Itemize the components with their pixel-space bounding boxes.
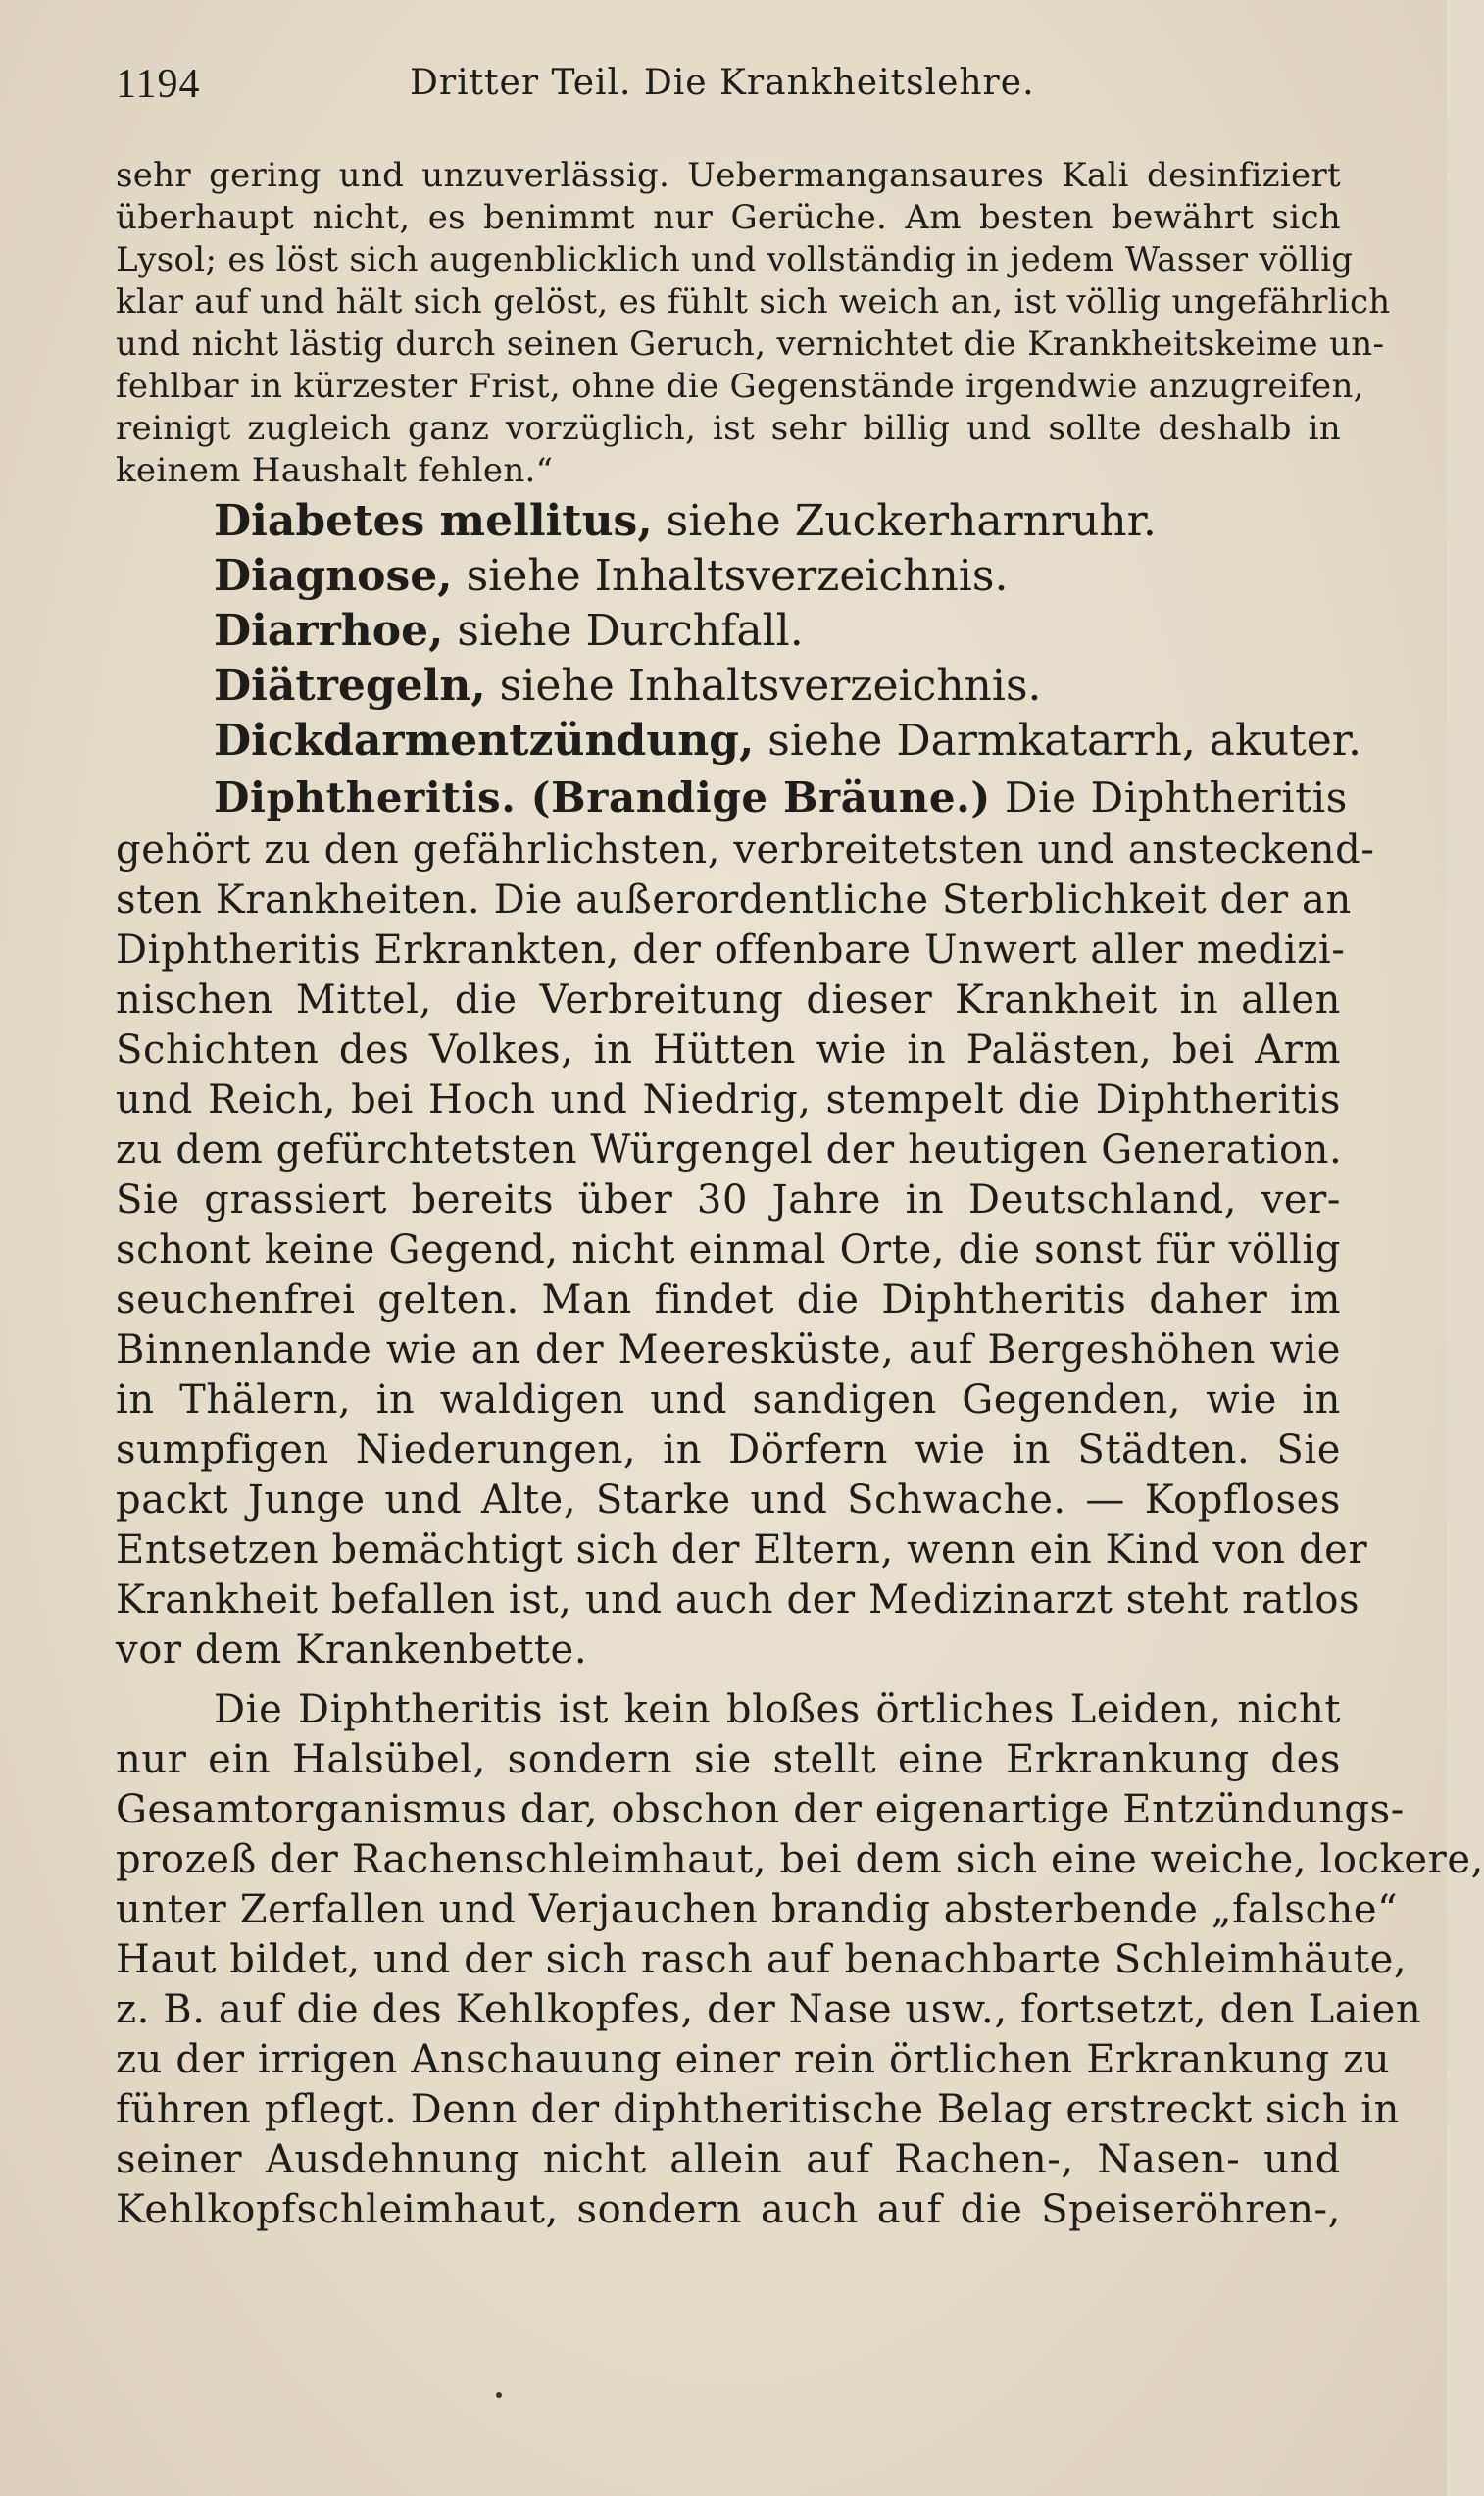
entry-dickdarmentzuendung bbox=[214, 714, 1361, 769]
body-line: zu der irrigen Anschauung einer rein örtlichen Erkrankung zu bbox=[116, 2037, 1391, 2082]
body-line: Kehlkopfschleimhaut, sondern auch auf die Speiseröhren-, bbox=[116, 2187, 1341, 2232]
quote-line: überhaupt nicht, es benimmt nur Gerüche. Am besten bewährt sich bbox=[116, 198, 1341, 237]
body-line: und Reich, bei Hoch und Niedrig, stempelt die Diphtheritis bbox=[116, 1077, 1341, 1123]
body-line: Gesamtorganismus dar, obschon der eigenartige Entzündungs- bbox=[116, 1787, 1405, 1832]
body-line: Entsetzen bemächtigt sich der Eltern, wenn ein Kind von der bbox=[116, 1527, 1368, 1572]
quote-line: klar auf und hält sich gelöst, es fühlt sich weich an, ist völlig ungefährlich bbox=[116, 282, 1391, 322]
entry-reference: siehe Zuckerharnruhr. bbox=[666, 496, 1157, 546]
entry-reference: siehe Inhaltsverzeichnis. bbox=[466, 551, 1009, 601]
diphtheritis-first-line bbox=[214, 771, 1348, 825]
quote-line: Lysol; es löst sich augenblicklich und vollständig in jedem Wasser völlig bbox=[116, 240, 1354, 279]
body-line: zu dem gefürchtetsten Würgengel der heutigen Generation. bbox=[116, 1127, 1343, 1173]
body-line: sten Krankheiten. Die außerordentliche Sterblichkeit der an bbox=[116, 877, 1352, 923]
entry-reference: siehe Darmkatarrh, akuter. bbox=[767, 716, 1361, 766]
body-line: nischen Mittel, die Verbreitung dieser Krankheit in allen bbox=[116, 977, 1341, 1023]
body-line: Haut bildet, und der sich rasch auf benachbarte Schleimhäute, bbox=[116, 1937, 1408, 1982]
quote-line: sehr gering und unzuverlässig. Uebermangansaures Kali desinfiziert bbox=[116, 156, 1341, 195]
quote-line: keinem Haushalt fehlen.“ bbox=[116, 451, 554, 490]
page-header bbox=[116, 61, 1341, 120]
quote-line: reinigt zugleich ganz vorzüglich, ist sehr billig und sollte deshalb in bbox=[116, 409, 1341, 448]
entry-reference: siehe Inhaltsverzeichnis. bbox=[499, 661, 1042, 711]
body-line: packt Junge und Alte, Starke und Schwache. — Kopfloses bbox=[116, 1477, 1341, 1523]
body-line: Binnenlande wie an der Meeresküste, auf Bergeshöhen wie bbox=[116, 1327, 1341, 1373]
entry-diarrhoe bbox=[214, 604, 1341, 659]
entry-headword: Diätregeln, bbox=[214, 661, 486, 711]
body-line: prozeß der Rachenschleimhaut, bei dem sich eine weiche, lockere, bbox=[116, 1837, 1484, 1882]
body-line: seiner Ausdehnung nicht allein auf Rachen-, Nasen- und bbox=[116, 2137, 1341, 2182]
quote-line: und nicht lästig durch seinen Geruch, vernichtet die Krankheitskeime un- bbox=[116, 324, 1385, 364]
body-line: sumpfigen Niederungen, in Dörfern wie in Städten. Sie bbox=[116, 1427, 1341, 1473]
entry-headword: Diagnose, bbox=[214, 551, 453, 601]
body-line: schont keine Gegend, nicht einmal Orte, die sonst für völlig bbox=[116, 1227, 1341, 1273]
body-line: Schichten des Volkes, in Hütten wie in Palästen, bei Arm bbox=[116, 1027, 1341, 1073]
entry-diaetregeln bbox=[214, 659, 1341, 714]
body-line: vor dem Krankenbette. bbox=[116, 1627, 588, 1672]
body-line: Diphtheritis Erkrankten, der offenbare Unwert aller medizi- bbox=[116, 927, 1346, 973]
body-line: Die Diphtheritis ist kein bloßes örtliches Leiden, nicht bbox=[214, 1687, 1341, 1732]
body-line: nur ein Halsübel, sondern sie stellt eine Erkrankung des bbox=[116, 1737, 1341, 1782]
body-line: unter Zerfallen und Verjauchen brandig absterbende „falsche“ bbox=[116, 1887, 1399, 1932]
entry-headword: Diarrhoe, bbox=[214, 606, 444, 656]
body-line: Krankheit befallen ist, und auch der Medizinarzt steht ratlos bbox=[116, 1577, 1360, 1622]
page-number: 1194 bbox=[116, 62, 201, 107]
running-head: Dritter Teil. Die Krankheitslehre. bbox=[410, 63, 1035, 103]
body-line: gehört zu den gefährlichsten, verbreitetsten und ansteckend- bbox=[116, 827, 1375, 873]
entry-headword: Diphtheritis. (Brandige Bräune.) bbox=[214, 774, 991, 822]
body-line: führen pflegt. Denn der diphtheritische Belag erstreckt sich in bbox=[116, 2087, 1401, 2132]
body-line: in Thälern, in waldigen und sandigen Gegenden, wie in bbox=[116, 1377, 1341, 1423]
print-dot bbox=[496, 2392, 502, 2398]
entry-reference: siehe Durchfall. bbox=[457, 606, 804, 656]
entry-diagnose bbox=[214, 549, 1341, 604]
body-line: seuchenfrei gelten. Man findet die Diphtheritis daher im bbox=[116, 1277, 1341, 1323]
entry-diabetes bbox=[214, 494, 1341, 549]
body-line: Sie grassiert bereits über 30 Jahre in Deutschland, ver- bbox=[116, 1177, 1341, 1223]
body-line: z. B. auf die des Kehlkopfes, der Nase usw., fortsetzt, den Laien bbox=[116, 1987, 1422, 2032]
entry-text: Die Diphtheritis bbox=[1004, 774, 1348, 822]
entry-headword: Diabetes mellitus, bbox=[214, 496, 653, 546]
entry-headword: Dickdarmentzündung, bbox=[214, 716, 755, 766]
quote-line: fehlbar in kürzester Frist, ohne die Gegenstände irgendwie anzugreifen, bbox=[116, 367, 1364, 406]
